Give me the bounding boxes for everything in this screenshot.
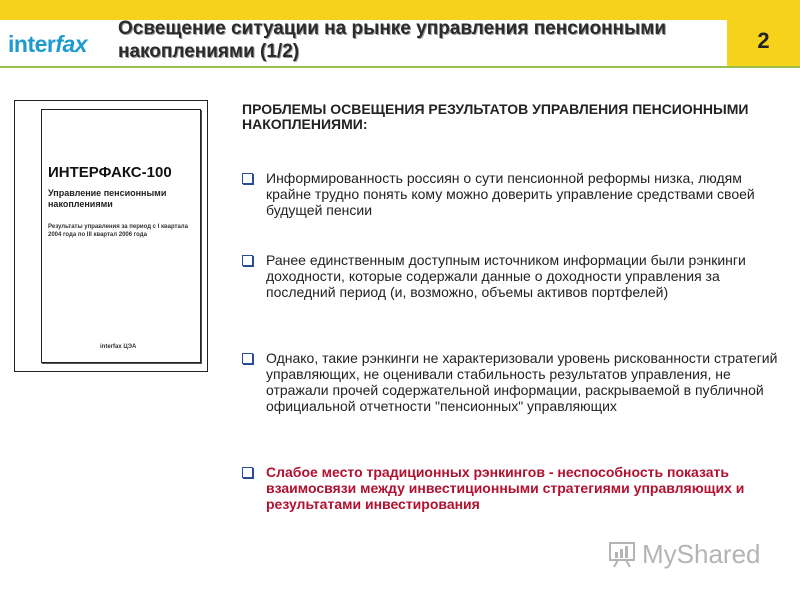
interfax-logo bbox=[8, 31, 87, 58]
list-item-text: Ранее единственным доступным источником информации были рэнкинги доходности, которые содержали данные о доходности управления за последний период (и, возможно, объемы активов портфелей) bbox=[266, 252, 746, 300]
checkbox-bullet-icon bbox=[242, 353, 253, 364]
book-title: ИНТЕРФАКС-100 bbox=[48, 164, 172, 181]
presentation-icon bbox=[608, 540, 636, 568]
book-period-note: Результаты управления за период с I квартала 2004 года по III квартал 2006 года bbox=[48, 224, 188, 238]
book-subtitle: Управление пенсионными накоплениями bbox=[48, 188, 167, 209]
logo-part-a: inter bbox=[8, 31, 56, 57]
list-item-text: Слабое место традиционных рэнкингов - неспособность показать взаимосвязи между инвестиционными стратегиями управляющих и результатами инвестирования bbox=[266, 464, 745, 512]
header-divider bbox=[0, 66, 800, 68]
book-publisher: interfax ЦЭА bbox=[100, 344, 137, 350]
book-cover-image bbox=[14, 100, 208, 372]
checkbox-bullet-icon bbox=[242, 255, 253, 266]
checkbox-bullet-icon bbox=[242, 173, 253, 184]
list-item-text: Информированность россиян о сути пенсионной реформы низка, людям крайне трудно понять кому можно доверить управление средствами своей будущей пенсии bbox=[266, 170, 755, 218]
page-number: 2 bbox=[757, 28, 770, 53]
slide-title: Освещение ситуации на рынке управления пенсионными накоплениями (1/2) bbox=[118, 18, 666, 62]
list-item-text: Однако, такие рэнкинги не характеризовали уровень рискованности стратегий управляющих, не оценивали стабильность результатов управления, не отражали прочей содержательной информации, раскрываемой в публичной официальной отчетности "пенсионных" управляющих bbox=[266, 350, 778, 414]
watermark-text: MyShared bbox=[642, 538, 761, 569]
checkbox-bullet-icon bbox=[242, 467, 253, 478]
section-heading: ПРОБЛЕМЫ ОСВЕЩЕНИЯ РЕЗУЛЬТАТОВ УПРАВЛЕНИЯ ПЕНСИОННЫМИ НАКОПЛЕНИЯМИ: bbox=[242, 101, 749, 132]
watermark bbox=[608, 536, 761, 572]
book-cover-frame bbox=[41, 109, 201, 363]
logo-part-b: fax bbox=[55, 31, 88, 57]
